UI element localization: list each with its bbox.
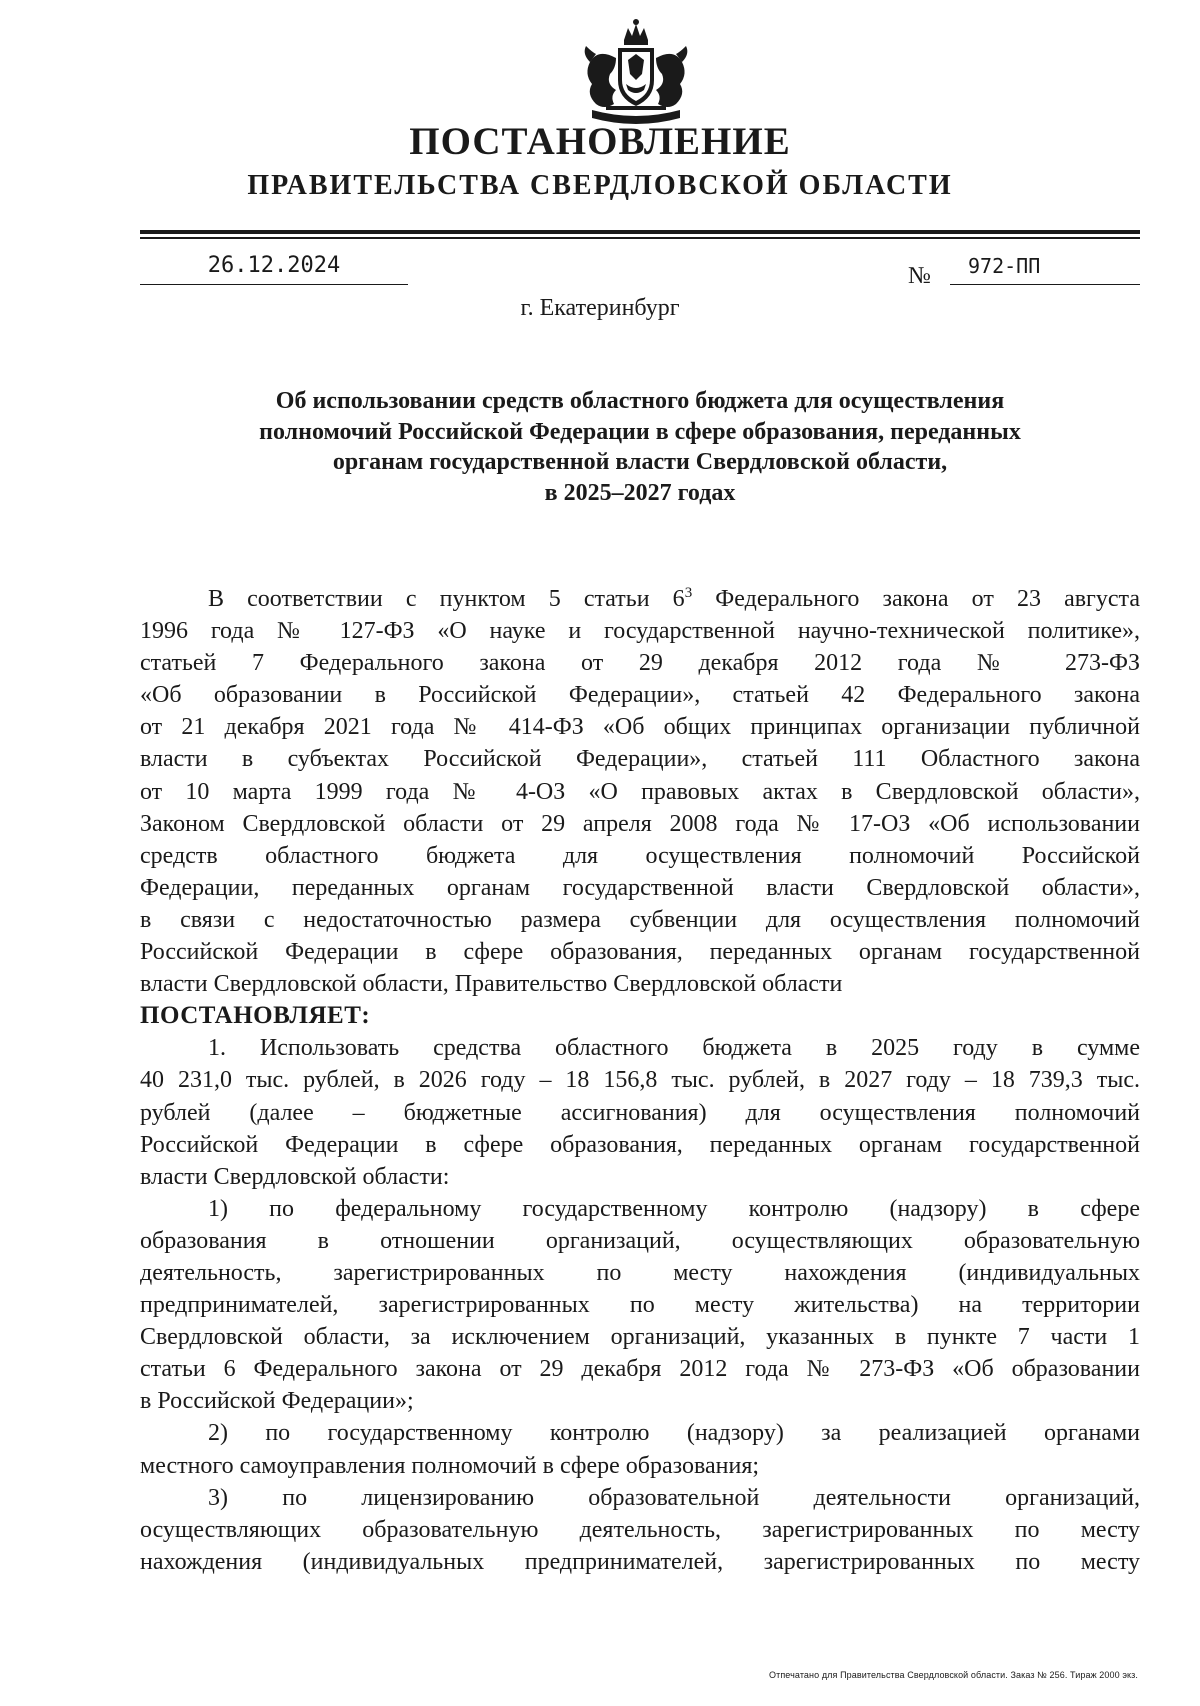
preamble-text-end: Федерального закона от 23 августа <box>692 586 1140 612</box>
preamble-first-line <box>140 583 1140 615</box>
document-type-heading: ПОСТАНОВЛЕНИЕ <box>409 120 791 163</box>
title-line: в 2025–2027 годах <box>544 479 736 506</box>
issuer-heading: ПРАВИТЕЛЬСТВА СВЕРДЛОВСКОЙ ОБЛАСТИ <box>247 170 953 201</box>
subitem-1-line: деятельность, зарегистрированных по месту нахождения (индивидуальных <box>140 1259 1140 1286</box>
preamble-line: «Об образовании в Российской Федерации», статьей 42 Федерального закона <box>140 682 1140 709</box>
coat-of-arms-emblem <box>576 18 696 130</box>
subitem-1-line: образования в отношении организаций, осуществляющих образовательную <box>140 1227 1140 1254</box>
subitem-1-line: 1) по федеральному государственному контролю (надзору) в сфере <box>208 1195 1140 1222</box>
article-superscript: 3 <box>684 585 693 601</box>
preamble-last-line: власти Свердловской области, Правительство Свердловской области <box>140 971 843 998</box>
document-body <box>140 583 1140 1578</box>
document-title <box>140 386 1140 508</box>
item-1-line: 40 231,0 тыс. рублей, в 2026 году – 18 156,8 тыс. рублей, в 2027 году – 18 739,3 тыс. <box>140 1067 1140 1094</box>
preamble-line: от 21 декабря 2021 года № 414-ФЗ «Об общих принципах организации публичной <box>140 714 1140 741</box>
number-label: № <box>908 263 931 289</box>
subitem-2-last-line: местного самоуправления полномочий в сфере образования; <box>140 1452 760 1479</box>
preamble-line: 1996 года № 127-ФЗ «О науке и государственной научно-технической политике», <box>140 618 1140 645</box>
header-rule-thin <box>140 237 1140 239</box>
document-date: 26.12.2024 <box>140 250 408 285</box>
item-1-line: рублей (далее – бюджетные ассигнования) для осуществления полномочий <box>140 1099 1140 1126</box>
item-1-last-line: власти Свердловской области: <box>140 1163 450 1190</box>
subitem-1-last-line: в Российской Федерации»; <box>140 1388 414 1415</box>
preamble-line: средств областного бюджета для осуществления полномочий Российской <box>140 842 1140 869</box>
preamble-line: власти в субъектах Российской Федерации», статьей 111 Областного закона <box>140 746 1140 773</box>
preamble-text-start: В соответствии с пунктом 5 статьи 6 <box>208 586 685 612</box>
city-name: г. Екатеринбург <box>520 295 680 321</box>
document-number: 972-ПП <box>950 250 1140 285</box>
preamble-line: Законом Свердловской области от 29 апреля 2008 года № 17-ОЗ «Об использовании <box>140 810 1140 837</box>
preamble-line: в связи с недостаточностью размера субвенции для осуществления полномочий <box>140 906 1140 933</box>
item-1-line: Российской Федерации в сфере образования, переданных органам государственной <box>140 1131 1140 1158</box>
subitem-1-line: Свердловской области, за исключением организаций, указанных в пункте 7 части 1 <box>140 1324 1140 1351</box>
preamble-line: статьей 7 Федерального закона от 29 декабря 2012 года № 273-ФЗ <box>140 650 1140 677</box>
preamble-line: от 10 марта 1999 года № 4-ОЗ «О правовых актах в Свердловской области», <box>140 778 1140 805</box>
subitem-2-line: 2) по государственному контролю (надзору) за реализацией органами <box>208 1420 1140 1447</box>
decides-heading: ПОСТАНОВЛЯЕТ: <box>140 1002 371 1030</box>
subitem-1-line: предпринимателей, зарегистрированных по месту жительства) на территории <box>140 1292 1140 1319</box>
subitem-3-line: осуществляющих образовательную деятельность, зарегистрированных по месту <box>140 1516 1140 1543</box>
title-line: полномочий Российской Федерации в сфере образования, переданных <box>259 418 1021 445</box>
item-1-line: 1. Использовать средства областного бюджета в 2025 году в сумме <box>208 1035 1140 1062</box>
title-line: органам государственной власти Свердловской области, <box>332 449 948 475</box>
title-line: Об использовании средств областного бюджета для осуществления <box>275 388 1005 414</box>
preamble-line: Российской Федерации в сфере образования, переданных органам государственной <box>140 939 1140 966</box>
subitem-3-line: нахождения (индивидуальных предпринимателей, зарегистрированных по месту <box>140 1548 1140 1575</box>
print-footer: Отпечатано для Правительства Свердловской области. Заказ № 256. Тираж 2000 экз. <box>769 1670 1138 1680</box>
subitem-3-line: 3) по лицензированию образовательной деятельности организаций, <box>208 1484 1140 1511</box>
header-rule-thick <box>140 230 1140 234</box>
subitem-1-line: статьи 6 Федерального закона от 29 декабря 2012 года № 273-ФЗ «Об образовании <box>140 1356 1140 1383</box>
preamble-line: Федерации, переданных органам государственной власти Свердловской области», <box>140 874 1140 901</box>
